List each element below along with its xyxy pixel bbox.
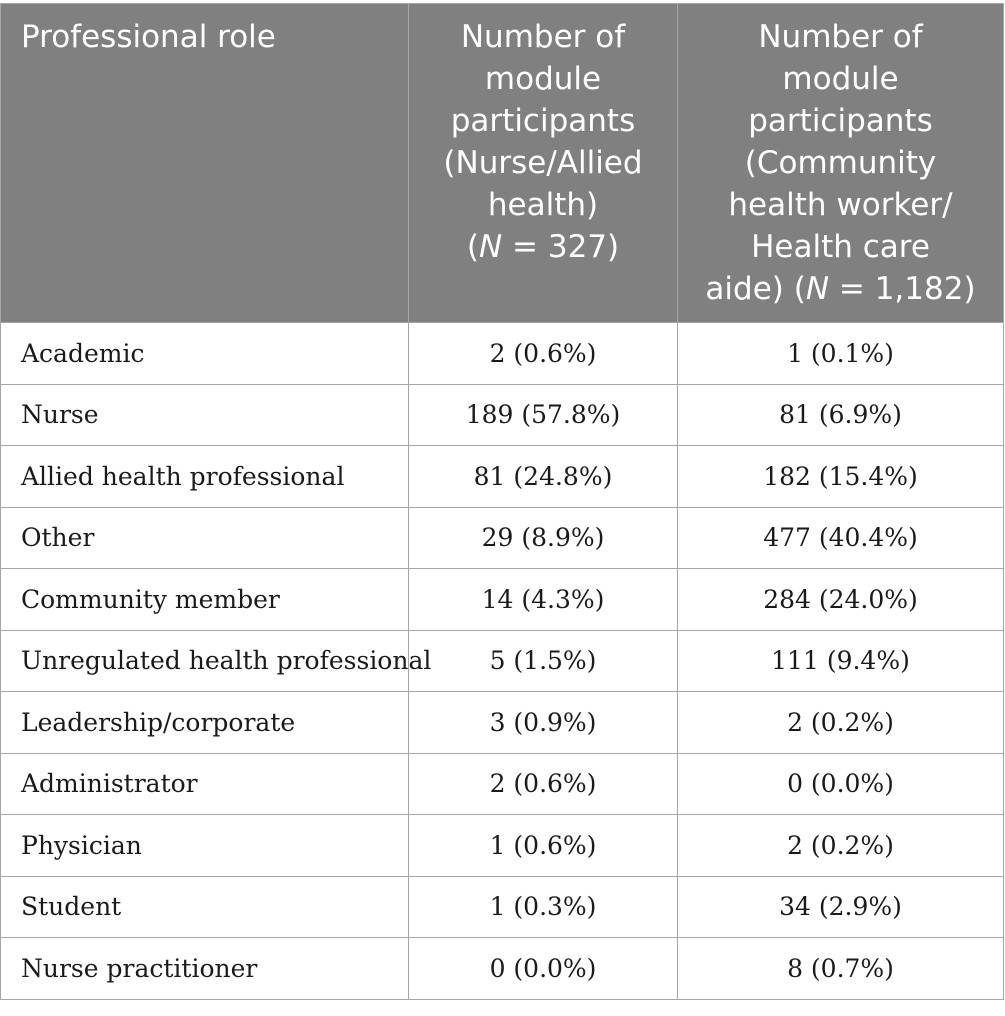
header-nurse-allied-count [409,4,678,323]
sample-size-symbol: N [478,229,503,265]
sample-size-prefix: aide) ( [705,271,806,307]
header-text-line: Health care [751,229,930,265]
sample-size-value: = 1,182) [829,271,976,307]
role-cell: Allied health professional [1,446,409,508]
role-cell: Student [1,876,409,938]
header-text-line: participants [748,103,933,139]
community-cell: 284 (24.0%) [678,569,1004,631]
header-text-line: Number of [758,19,923,55]
header-professional-role [1,4,409,323]
nurse-allied-cell: 2 (0.6%) [409,323,678,385]
community-cell: 81 (6.9%) [678,384,1004,446]
table-row [1,876,1004,938]
table-row [1,507,1004,569]
role-cell: Other [1,507,409,569]
nurse-allied-cell: 81 (24.8%) [409,446,678,508]
header-text-line: health worker/ [728,187,953,223]
community-cell: 182 (15.4%) [678,446,1004,508]
table-row [1,323,1004,385]
community-cell: 8 (0.7%) [678,938,1004,1000]
table-row [1,692,1004,754]
table-header [1,4,1004,323]
table-row [1,384,1004,446]
sample-size-symbol: N [805,271,830,307]
header-text-line: health) [487,187,599,223]
role-cell: Academic [1,323,409,385]
nurse-allied-cell: 3 (0.9%) [409,692,678,754]
role-cell: Community member [1,569,409,631]
role-cell: Physician [1,815,409,877]
header-row [1,4,1004,323]
nurse-allied-cell: 1 (0.6%) [409,815,678,877]
header-text-line: module [782,61,899,97]
nurse-allied-cell: 14 (4.3%) [409,569,678,631]
role-cell: Unregulated health professional [1,630,409,692]
table-row [1,815,1004,877]
community-cell: 1 (0.1%) [678,323,1004,385]
table-row [1,753,1004,815]
role-cell: Administrator [1,753,409,815]
nurse-allied-cell: 189 (57.8%) [409,384,678,446]
table-body [1,323,1004,1000]
participants-table [0,3,1004,1000]
role-cell: Nurse [1,384,409,446]
header-sample-size [417,226,669,268]
community-cell: 111 (9.4%) [678,630,1004,692]
nurse-allied-cell: 0 (0.0%) [409,938,678,1000]
header-role-label: Professional role [21,19,276,55]
community-cell: 2 (0.2%) [678,692,1004,754]
community-cell: 0 (0.0%) [678,753,1004,815]
role-cell: Nurse practitioner [1,938,409,1000]
table-row [1,569,1004,631]
nurse-allied-cell: 1 (0.3%) [409,876,678,938]
sample-size-open: ( [466,229,479,265]
header-text-line: module [484,61,602,97]
header-text-line: (Community [744,145,937,181]
header-text-line: participants [450,103,636,139]
community-cell: 477 (40.4%) [678,507,1004,569]
sample-size-value: = 327) [502,229,620,265]
table-row [1,938,1004,1000]
header-text-line: Number of [460,19,626,55]
role-cell: Leadership/corporate [1,692,409,754]
table-row [1,630,1004,692]
nurse-allied-cell: 5 (1.5%) [409,630,678,692]
community-cell: 34 (2.9%) [678,876,1004,938]
nurse-allied-cell: 29 (8.9%) [409,507,678,569]
header-text-line: (Nurse/Allied [443,145,643,181]
table-row [1,446,1004,508]
header-community-count [678,4,1004,323]
nurse-allied-cell: 2 (0.6%) [409,753,678,815]
header-sample-size [686,268,995,310]
community-cell: 2 (0.2%) [678,815,1004,877]
